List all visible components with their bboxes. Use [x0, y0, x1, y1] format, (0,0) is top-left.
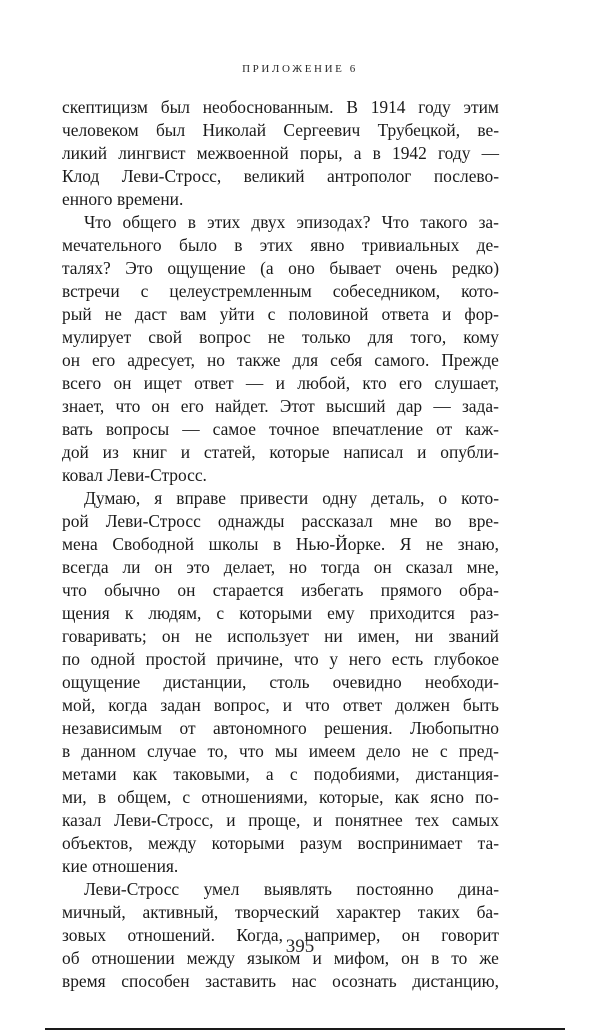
text-line: ликий лингвист межвоенной поры, а в 1942 году — — [62, 143, 499, 163]
text-line: мой, когда задан вопрос, и что ответ должен быть — [62, 695, 499, 715]
text-line: мулирует свой вопрос не только для того, кому — [62, 327, 499, 347]
text-line: по одной простой причине, что у него есть глубокое — [62, 649, 499, 669]
text-line: ми, в общем, с отношениями, которые, как ясно по- — [62, 787, 499, 807]
text-line: что обычно он старается избегать прямого обра- — [62, 580, 499, 600]
paragraph — [62, 487, 499, 878]
text-line: всего он ищет ответ — и любой, кто его слушает, — [62, 373, 499, 393]
text-line: енного времени. — [62, 189, 184, 209]
running-head: ПРИЛОЖЕНИЕ 6 — [242, 63, 358, 75]
text-line: объектов, между которыми разум воспринимает та- — [62, 833, 499, 853]
text-line: скептицизм был необоснованным. В 1914 году этим — [62, 97, 499, 117]
text-line: ощущение дистанции, столь очевидно необходи- — [62, 672, 499, 692]
paragraph — [62, 96, 499, 211]
text-line: независимым от автономного решения. Любопытно — [62, 718, 499, 738]
text-line: говаривать; он не использует ни имен, ни званий — [62, 626, 499, 646]
text-line: кие отношения. — [62, 856, 179, 876]
text-line: встречи с целеустремленным собеседником, кото- — [62, 281, 499, 301]
page-number: 395 — [285, 936, 315, 957]
text-line: всегда ли он это делает, но тогда он сказал мне, — [62, 557, 499, 577]
text-line: щения к людям, с которыми ему приходится раз- — [62, 603, 499, 623]
text-line: знает, что он его найдет. Этот высший дар — зада- — [62, 396, 499, 416]
text-line: рый не даст вам уйти с половиной ответа и фор- — [62, 304, 499, 324]
text-line: Клод Леви-Стросс, великий антрополог послево- — [62, 166, 499, 186]
text-line: талях? Это ощущение (а оно бывает очень редко) — [62, 258, 499, 278]
text-line: Что общего в этих двух эпизодах? Что такого за- — [84, 212, 499, 232]
text-line: казал Леви-Стросс, и проще, и понятнее тех самых — [62, 810, 499, 830]
bottom-rule — [45, 1028, 565, 1030]
text-line: мечательного было в этих явно тривиальных де- — [62, 235, 499, 255]
text-line: мичный, активный, творческий характер таких ба- — [62, 902, 499, 922]
text-line: ковал Леви-Стросс. — [62, 465, 207, 485]
text-line: он его адресует, но также для себя самого. Прежде — [62, 350, 499, 370]
text-line: рой Леви-Стросс однажды рассказал мне во вре- — [62, 511, 499, 531]
text-line: метами как таковыми, а с подобиями, дистанция- — [62, 764, 499, 784]
text-line: время способен заставить нас осознать дистанцию, — [62, 971, 499, 991]
text-line: дой из книг и статей, которые написал и опубли- — [62, 442, 499, 462]
text-line: мена Свободной школы в Нью-Йорке. Я не знаю, — [62, 534, 499, 554]
text-line: Леви-Стросс умел выявлять постоянно дина- — [84, 879, 499, 899]
text-line: человеком был Николай Сергеевич Трубецкой, ве- — [62, 120, 499, 140]
text-line: вать вопросы — самое точное впечатление от каж- — [62, 419, 499, 439]
text-line: в данном случае то, что мы имеем дело не с пред- — [62, 741, 499, 761]
text-line: Думаю, я вправе привести одну деталь, о кото- — [84, 488, 499, 508]
body-text — [62, 96, 499, 993]
paragraph — [62, 211, 499, 487]
text-line: об отношении между языком и мифом, он в то же — [62, 948, 499, 968]
text-line: зовых отношений. Когда, например, он говорит — [62, 925, 499, 945]
